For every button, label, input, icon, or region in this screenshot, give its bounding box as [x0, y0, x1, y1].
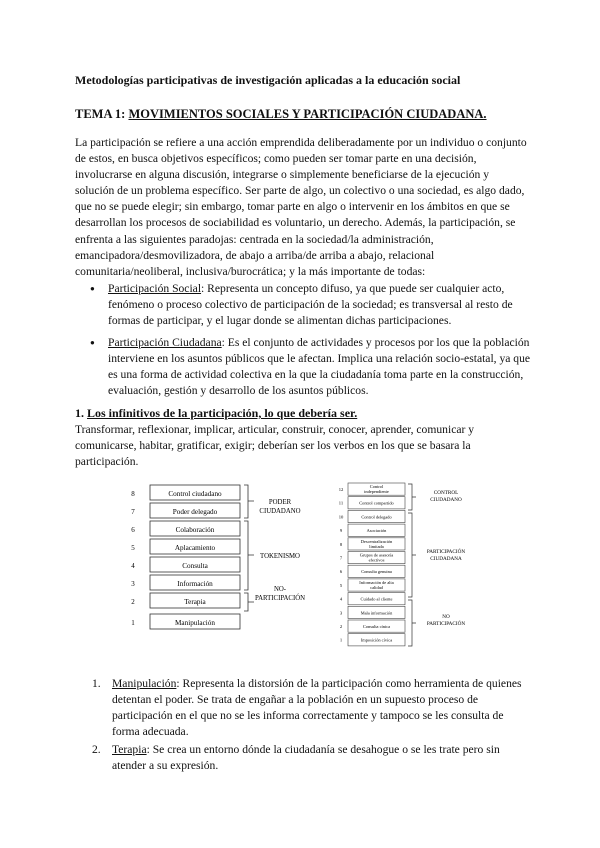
ladder-rung — [340, 579, 405, 591]
rung-number: 4 — [131, 562, 135, 570]
item-term: Manipulación — [112, 677, 177, 690]
rung-label: Aplacamiento — [174, 544, 216, 552]
list-item — [90, 335, 532, 399]
bracket-control — [408, 484, 416, 510]
group-label: PARTICIPACIÓN — [426, 549, 466, 555]
intro-paragraph: La participación se refiere a una acción emprendida deliberadamente por un individuo o conjunto de estos, en busca objetivos específicos; como pueden ser tomar parte en una decisión, involucrarse en alguna discusión, integrarse o simplemente beneficiarse de la ejecución y solución de un problema específico. Ser parte de algo, un colectivo o una sociedad, es algo dado, que no se puede elegir; sin embargo, tomar parte en algo o intervenir en los ámbitos en que se desarrollan los procesos de sociabilidad es voluntario, un derecho. Además, la participación, se enfrenta a las siguientes paradojas: centrada en la sociedad/la administración, emancipadora/desmovilizadora, de abajo a arriba/de arriba a abajo, relacional comunitaria/neoliberal, inclusiva/burocrática; y la más importante de todas: — [75, 136, 527, 278]
item-text: : Representa la distorsión de la participación como herramienta de quienes detentan el poder. Se trata de engañar a la población en un supuesto proceso de participación en el que no se les informa correctamente y tampoco se les consulta de forma adecuada. — [112, 677, 522, 738]
bracket-participacion — [408, 513, 416, 597]
rung-label: Poder delegado — [172, 508, 218, 516]
arnstein-ladder-diagram — [118, 483, 334, 613]
rung-label-line2: efectivos — [368, 557, 385, 563]
ladder-rung — [131, 485, 240, 500]
ladder-rung — [131, 557, 240, 572]
rung-number: 8 — [339, 541, 343, 547]
rung-number: 3 — [339, 610, 343, 616]
rung-number: 11 — [338, 500, 344, 506]
group-label: PARTICIPACIÓN — [426, 621, 466, 627]
ladder-rung — [340, 538, 405, 550]
bullet-term: Participación Social — [108, 282, 202, 295]
group-label: TOKENISMO — [260, 553, 300, 560]
participation-types-list — [90, 281, 532, 405]
rung-label: Información — [177, 580, 213, 588]
rung-number: 3 — [131, 580, 135, 588]
group-label: NO — [442, 614, 450, 620]
ladder-rung — [340, 593, 405, 605]
ladder-rung — [340, 606, 405, 618]
ladder-rung — [339, 483, 405, 495]
ladder-rung — [339, 497, 405, 509]
bullet-text: : Es el conjunto de actividades y procesos por los que la población interviene en los asuntos públicos que le afectan. Implica una relación socio-estatal, ya que es una forma de actividad colectiva en la que la ciudadanía toma parte en la construcción, evaluación, gestión y desarrollo de los asuntos públicos. — [108, 336, 531, 397]
ladder-left-rungs — [131, 485, 240, 608]
ladder-rung — [340, 620, 405, 632]
rung-label: Consulta genuina — [361, 569, 392, 575]
group-label: PODER — [268, 499, 292, 506]
rung-label: Terapia — [184, 598, 206, 606]
group-label: CIUDADANO — [259, 508, 301, 515]
rung-label-line2: limitada — [369, 544, 384, 549]
rung-number: 5 — [131, 544, 135, 552]
group-label: NO- — [273, 586, 287, 593]
rung-label: Mala información — [360, 610, 393, 616]
list-item — [92, 676, 528, 740]
bracket-no-participacion — [244, 593, 254, 611]
list-item — [92, 742, 528, 774]
group-label: CIUDADANA — [430, 556, 462, 562]
rung-label: Control delegado — [361, 514, 392, 520]
bracket-no-participacion — [408, 600, 416, 646]
ladder-rung — [340, 524, 405, 536]
ladder-left-svg — [118, 483, 334, 613]
rung-number: 2 — [339, 624, 343, 629]
rung-label: Colaboración — [175, 526, 215, 534]
rung-label: Grupos de asesoría — [359, 552, 394, 558]
ladder-rung — [131, 521, 240, 536]
bracket-tokenismo — [244, 521, 254, 590]
ladder-rung — [131, 503, 240, 518]
ladder-right-svg — [336, 480, 486, 668]
ladder-steps-list — [92, 676, 528, 776]
rung-label: Consulta cínica — [362, 624, 391, 629]
rung-number: 4 — [339, 596, 343, 602]
ladder-rung — [340, 552, 405, 564]
rung-number: 8 — [131, 490, 135, 498]
ladder-rung — [131, 593, 240, 608]
rung-number: 7 — [131, 508, 135, 516]
item-number: 1. — [92, 677, 101, 690]
rung-number: 7 — [339, 555, 343, 561]
item-number: 2. — [92, 743, 101, 756]
topic-heading — [75, 107, 487, 122]
item-text: : Se crea un entorno dónde la ciudadanía se desahogue o se les trate pero sin atender a su expresión. — [112, 743, 500, 772]
ladder-rung — [340, 634, 405, 646]
rung-number: 1 — [131, 619, 135, 627]
rung-number: 1 — [339, 637, 343, 643]
document-title: Metodologías participativas de investigación aplicadas a la educación social — [75, 73, 461, 87]
ladder-rung — [131, 539, 240, 554]
ladder-left-bottom — [118, 613, 248, 633]
bullet-term: Participación Ciudadana — [108, 336, 222, 349]
rung-number: 5 — [339, 582, 343, 588]
rung-label: Control ciudadano — [168, 490, 222, 498]
rung-label: Imposición cívica — [360, 637, 393, 643]
list-item — [90, 281, 532, 329]
group-label: CIUDADANO — [430, 497, 462, 503]
rung-label: Información de alta — [359, 579, 394, 585]
rung-number: 12 — [338, 487, 344, 492]
bracket-ciudadano — [244, 485, 254, 518]
ladder-rung — [339, 510, 405, 522]
rung-number: 6 — [339, 569, 343, 575]
ladder-rung — [340, 565, 405, 577]
group-label: PARTICIPACIÓN — [254, 595, 306, 602]
ladder-right-rungs — [339, 483, 405, 646]
topic-prefix: TEMA 1: — [75, 107, 129, 121]
rung-label: Control — [369, 484, 384, 489]
section-paragraph: Transformar, reflexionar, implicar, articular, construir, conocer, aprender, comunicar y comunicarse, habitar, gratificar, exigir; deberían ser los verbos en los que se basara la participación. — [75, 423, 475, 469]
rung-label: Cuidado al cliente — [360, 596, 393, 602]
bullet-text: : Representa un concepto difuso, ya que puede ser cualquier acto, fenómeno o proceso colectivo de participación de la sociedad; es transversal al resto de formas de participar, y el lugar donde se alimentan dichas participaciones. — [108, 282, 513, 327]
rung-number: 6 — [131, 526, 135, 534]
rung-number: 10 — [338, 514, 344, 520]
ladder-left-bottom-svg — [118, 613, 248, 633]
topic-title: MOVIMIENTOS SOCIALES Y PARTICIPACIÓN CIUDADANA. — [128, 107, 487, 121]
rung-number: 2 — [131, 598, 135, 606]
rung-label: Control compartido — [359, 500, 394, 506]
rung-label: Descentralización — [360, 538, 393, 544]
rung-label-line2: calidad — [370, 585, 383, 591]
section-number: 1. — [75, 406, 87, 420]
section-heading — [75, 406, 357, 421]
group-label: CONTROL — [433, 490, 459, 496]
ladder-rung — [131, 575, 240, 590]
rung-label-line2: independiente — [364, 489, 389, 495]
rung-label: Manipulación — [175, 619, 215, 627]
item-term: Terapia — [112, 743, 147, 756]
extended-ladder-diagram — [336, 480, 486, 668]
section-title: Los infinitivos de la participación, lo que debería ser. — [87, 406, 358, 420]
rung-label: Asociación — [366, 528, 387, 534]
rung-number: 9 — [339, 528, 343, 534]
rung-label: Consulta — [182, 562, 208, 570]
